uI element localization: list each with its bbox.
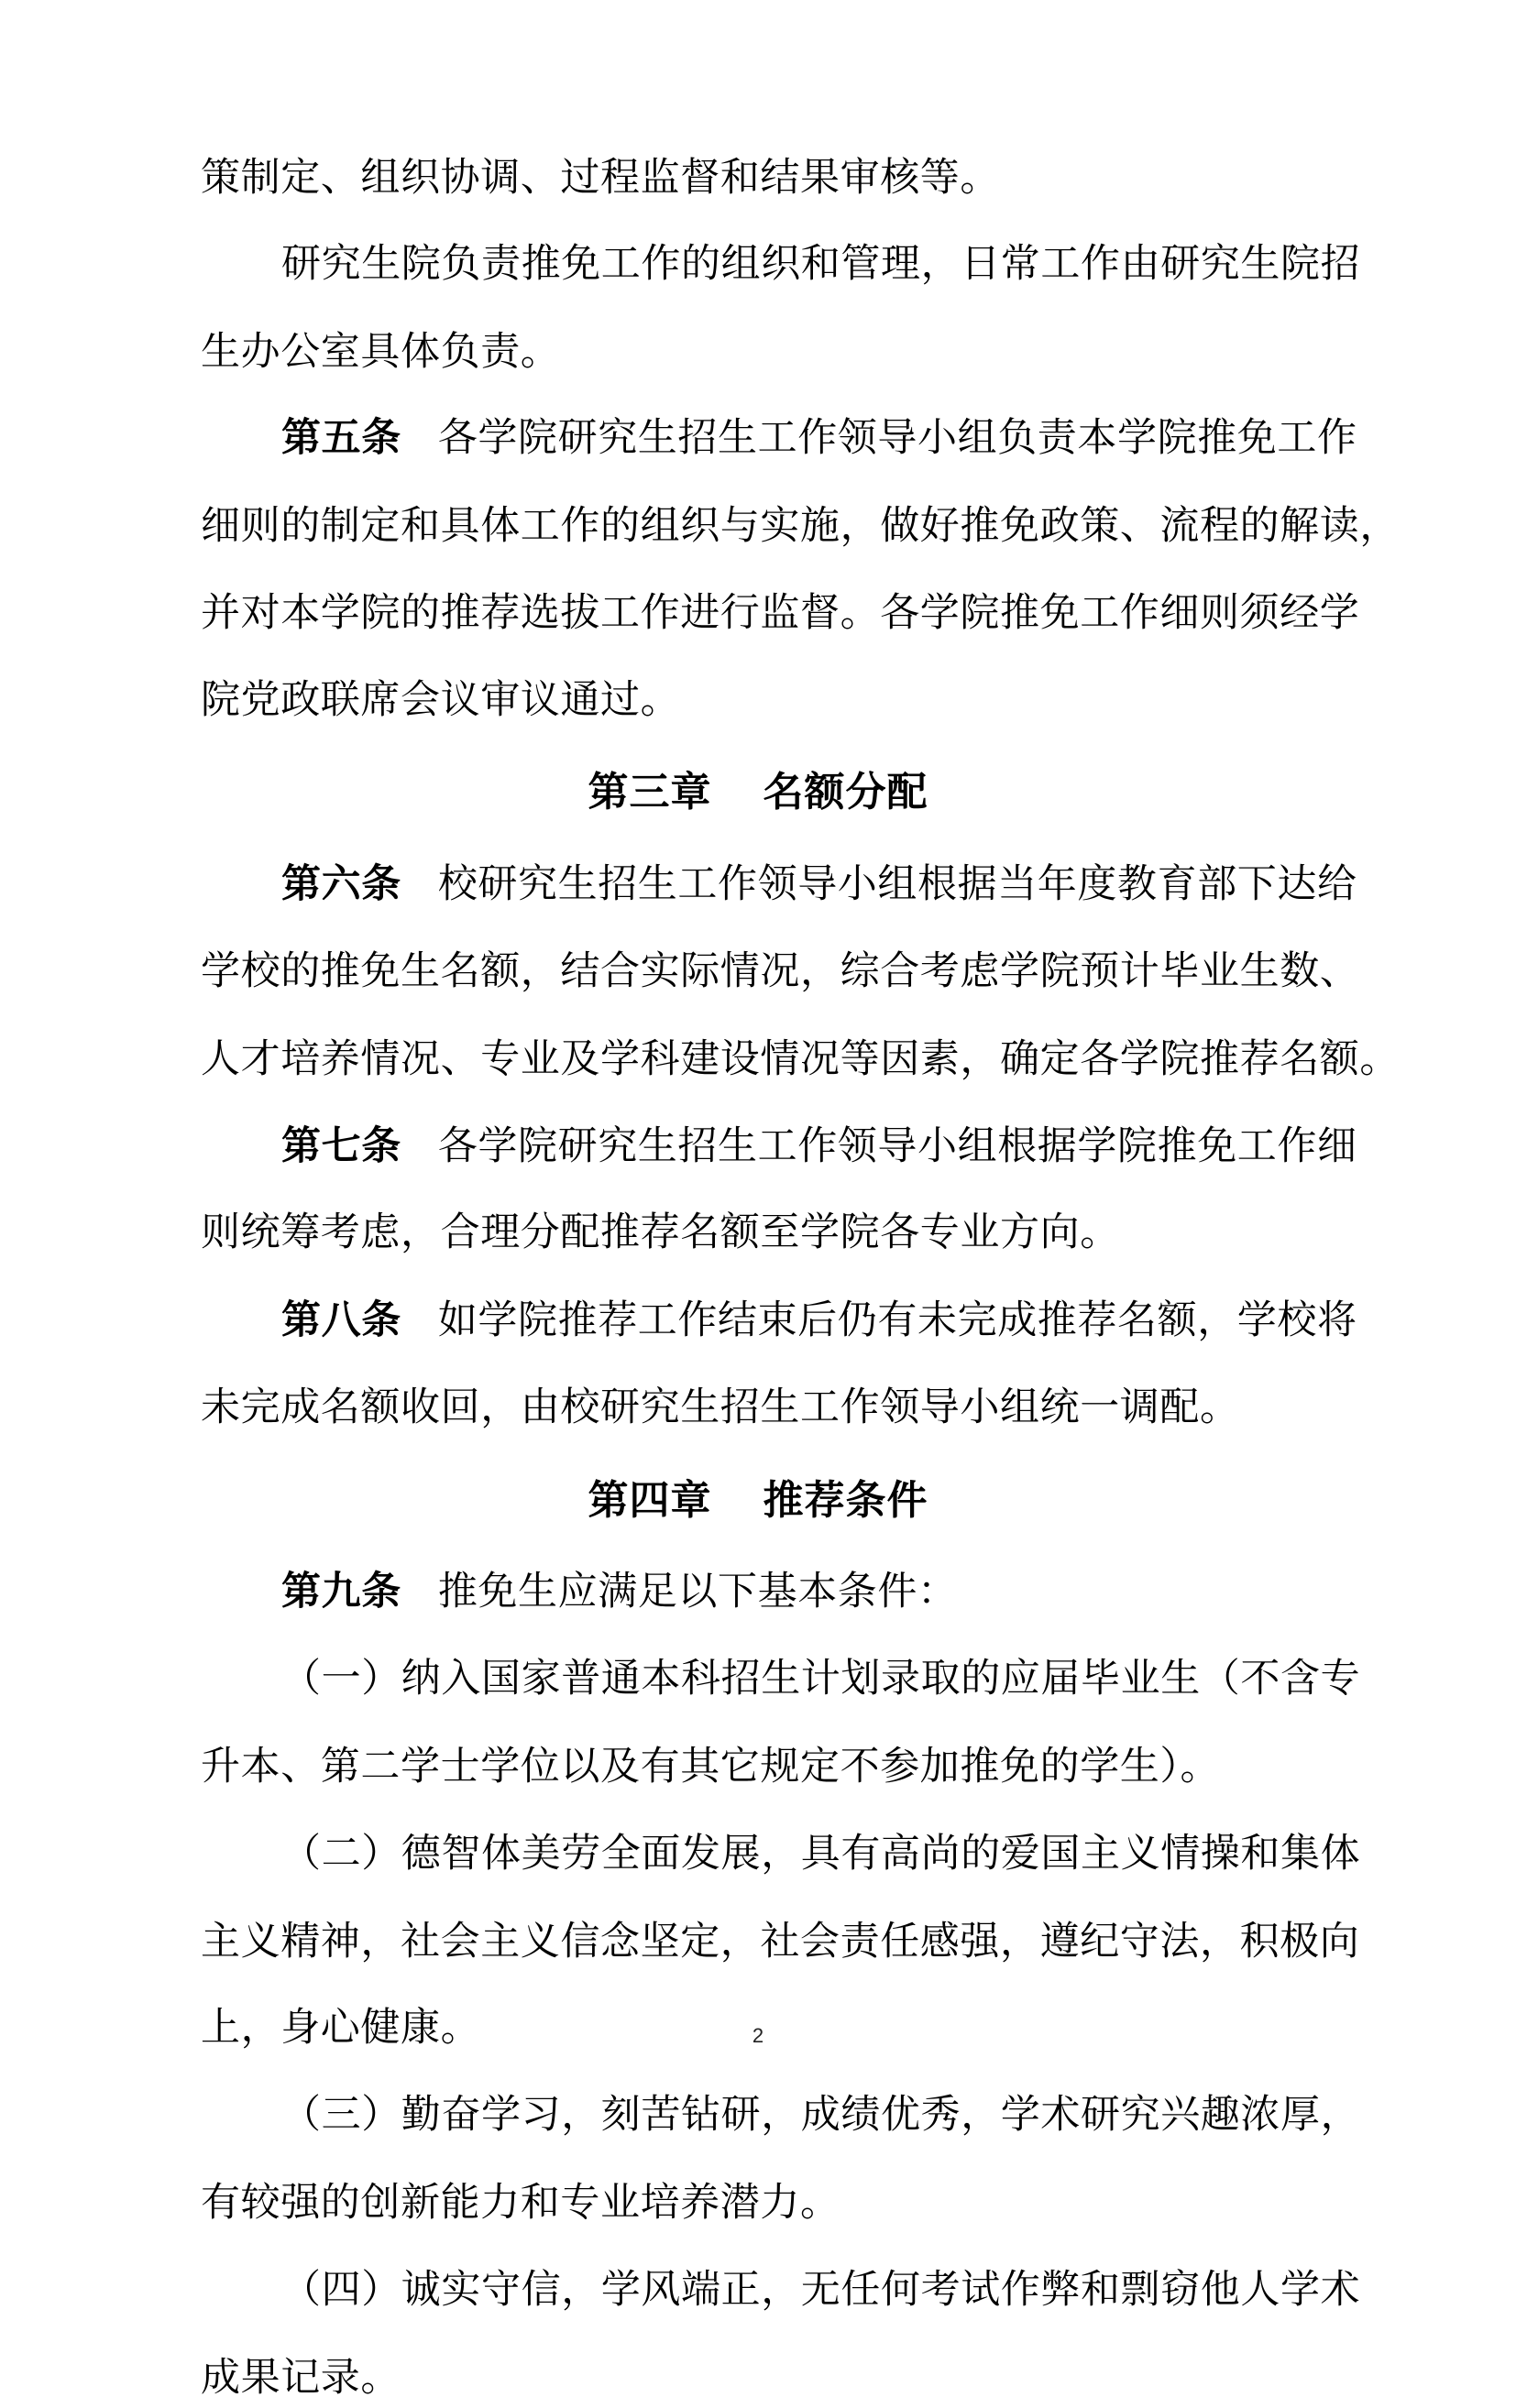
item-1-line-2: 升本、第二学士学位以及有其它规定不参加推免的学生）。 xyxy=(201,1744,1221,1790)
para-2-line-2: 生办公室具体负责。 xyxy=(201,329,561,375)
article-5-line-2: 细则的制定和具体工作的组织与实施，做好推免政策、流程的解读， xyxy=(201,503,1400,549)
article-7-text: 各学院研究生招生工作领导小组根据学院推免工作细 xyxy=(437,1123,1357,1169)
article-5-text: 各学院研究生招生工作领导小组负责本学院推免工作 xyxy=(437,415,1357,461)
item-4-line-2: 成果记录。 xyxy=(201,2355,401,2401)
article-5-line-1 xyxy=(0,408,1516,468)
article-9-line-1 xyxy=(0,1561,1516,1622)
article-8-text: 如学院推荐工作结束后仍有未完成推荐名额，学校将 xyxy=(437,1297,1357,1343)
chapter-4-title: 推荐条件 xyxy=(763,1477,928,1524)
item-3-line-1: （三）勤奋学习，刻苦钻研，成绩优秀，学术研究兴趣浓厚， xyxy=(281,2092,1361,2138)
article-6-line-1 xyxy=(0,854,1516,914)
article-7-line-2: 则统筹考虑，合理分配推荐名额至学院各专业方向。 xyxy=(201,1209,1120,1255)
chapter-3-number: 第三章 xyxy=(588,769,712,815)
article-7-label: 第七条 xyxy=(281,1123,401,1169)
article-5-line-3: 并对本学院的推荐选拔工作进行监督。各学院推免工作细则须经学 xyxy=(201,590,1360,636)
item-2-line-2: 主义精神，社会主义信念坚定，社会责任感强，遵纪守法，积极向 xyxy=(201,1919,1360,1965)
chapter-4-number: 第四章 xyxy=(588,1477,712,1524)
article-8-line-2: 未完成名额收回，由校研究生招生工作领导小组统一调配。 xyxy=(201,1385,1240,1430)
article-5-line-4: 院党政联席会议审议通过。 xyxy=(201,677,681,723)
item-2-line-1: （二）德智体美劳全面发展，具有高尚的爱国主义情操和集体 xyxy=(281,1831,1361,1877)
article-6-text: 校研究生招生工作领导小组根据当年度教育部下达给 xyxy=(437,861,1357,907)
chapter-4-heading xyxy=(0,1472,1516,1530)
para-1-line-1: 策制定、组织协调、过程监督和结果审核等。 xyxy=(201,155,1000,201)
article-8-line-1 xyxy=(0,1290,1516,1351)
chapter-3-title: 名额分配 xyxy=(763,769,928,815)
article-9-text: 推免生应满足以下基本条件： xyxy=(437,1569,958,1614)
item-4-line-1: （四）诚实守信，学风端正，无任何考试作弊和剽窃他人学术 xyxy=(281,2267,1361,2313)
item-3-line-2: 有较强的创新能力和专业培养潜力。 xyxy=(201,2180,840,2226)
article-6-label: 第六条 xyxy=(281,861,401,907)
item-2-line-3: 上，身心健康。 xyxy=(201,2005,481,2051)
page-number: 2 xyxy=(752,2024,764,2047)
article-6-line-2: 学校的推免生名额，结合实际情况，综合考虑学院预计毕业生数、 xyxy=(201,948,1360,994)
article-8-label: 第八条 xyxy=(281,1297,401,1343)
item-1-line-1: （一）纳入国家普通本科招生计划录取的应届毕业生（不含专 xyxy=(281,1656,1361,1702)
chapter-3-heading xyxy=(0,763,1516,822)
article-7-line-1 xyxy=(0,1116,1516,1177)
article-9-label: 第九条 xyxy=(281,1569,401,1614)
article-5-label: 第五条 xyxy=(281,415,401,461)
para-2-line-1: 研究生院负责推免工作的组织和管理，日常工作由研究生院招 xyxy=(281,241,1361,287)
article-6-line-3: 人才培养情况、专业及学科建设情况等因素，确定各学院推荐名额。 xyxy=(201,1036,1400,1082)
